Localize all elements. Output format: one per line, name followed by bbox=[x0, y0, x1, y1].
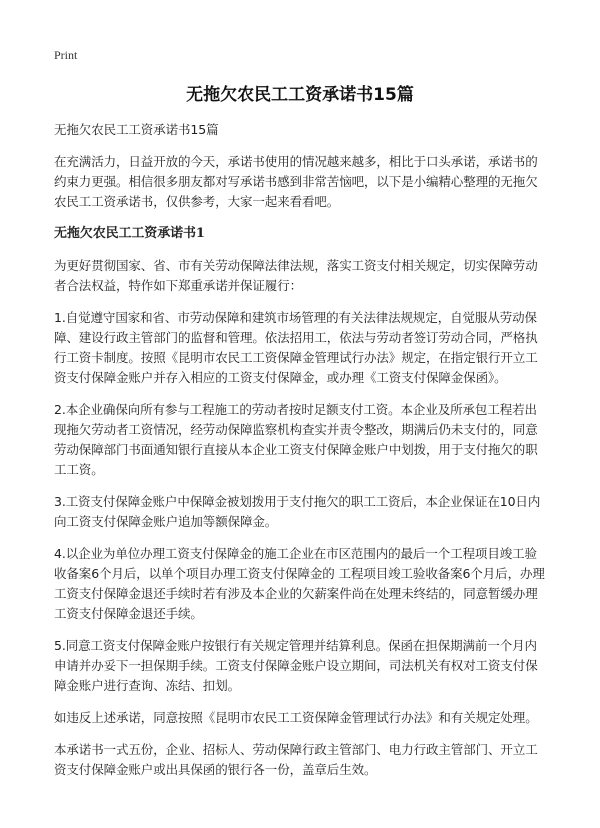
pledge-item-2: 2.本企业确保向所有参与工程施工的劳动者按时足额支付工资。本企业及所承包工程若出现拖欠劳动者工资情况，经劳动保障监察机构查实并责令整改，期满后仍未支付的，同意劳动保障部门书面通知银行直接从本企业工资支付保障金账户中划拨，用于支付拖欠的职工工资。 bbox=[54, 402, 538, 477]
pledge-item-1: 1.自觉遵守国家和省、市劳动保障和建筑市场管理的有关法律法规规定，自觉服从劳动保障、建设行政主管部门的监督和管理。依法招用工，依法与劳动者签订劳动合同，严格执行工资卡制度。按照《昆明市农民工工资保障金管理试行办法》规定，在指定银行开立工资支付保障金账户并存入相应的工资支付保障金，或办理《工资支付保障金保函》。 bbox=[54, 310, 538, 385]
page-title: 无拖欠农民工工资承诺书15篇 bbox=[186, 85, 414, 105]
pledge-item-3: 3.工资支付保障金账户中保障金被划拨用于支付拖欠的职工工资后，本企业保证在10日内向工资支付保障金账户追加等额保障金。 bbox=[54, 494, 541, 529]
pledge-item-5: 5.同意工资支付保障金账户按银行有关规定管理并结算利息。保函在担保期满前一个月内申请并办妥下一担保期手续。工资支付保障金账户设立期间，司法机关有权对工资支付保障金账户进行查询、冻结、扣划。 bbox=[54, 638, 538, 693]
pledge-item-4: 4.以企业为单位办理工资支付保障金的施工企业在市区范围内的最后一个工程项目竣工验收备案6个月后，以单个项目办理工资支付保障金的 工程项目竣工验收备案6个月后，办理工资支付保障金退还手续时若有涉及本企业的欠薪案件尚在处理未终结的，同意暂缓办理工资支付保障金退还手续。 bbox=[54, 546, 545, 621]
document-body bbox=[54, 120, 546, 792]
section-heading: 无拖欠农民工工资承诺书1 bbox=[54, 226, 205, 241]
closing-paragraph: 本承诺书一式五份，企业、招标人、劳动保障行政主管部门、电力行政主管部门、开立工资支付保障金账户或出具保函的银行各一份，盖章后生效。 bbox=[54, 742, 538, 777]
violation-paragraph: 如违反上述承诺，同意按照《昆明市农民工工资保障金管理试行办法》和有关规定处理。 bbox=[54, 710, 538, 725]
document-subtitle: 无拖欠农民工工资承诺书15篇 bbox=[54, 122, 219, 137]
print-link[interactable]: Print bbox=[54, 48, 78, 62]
intro-paragraph: 在充满活力，日益开放的今天，承诺书使用的情况越来越多，相比于口头承诺，承诺书的约束力更强。相信很多朋友都对写承诺书感到非常苦恼吧，以下是小编精心整理的无拖欠农民工工资承诺书，仅供参考，大家一起来看看吧。 bbox=[54, 154, 538, 209]
preamble-paragraph: 为更好贯彻国家、省、市有关劳动保障法律法规，落实工资支付相关规定，切实保障劳动者合法权益，特作如下郑重承诺并保证履行： bbox=[54, 258, 538, 293]
